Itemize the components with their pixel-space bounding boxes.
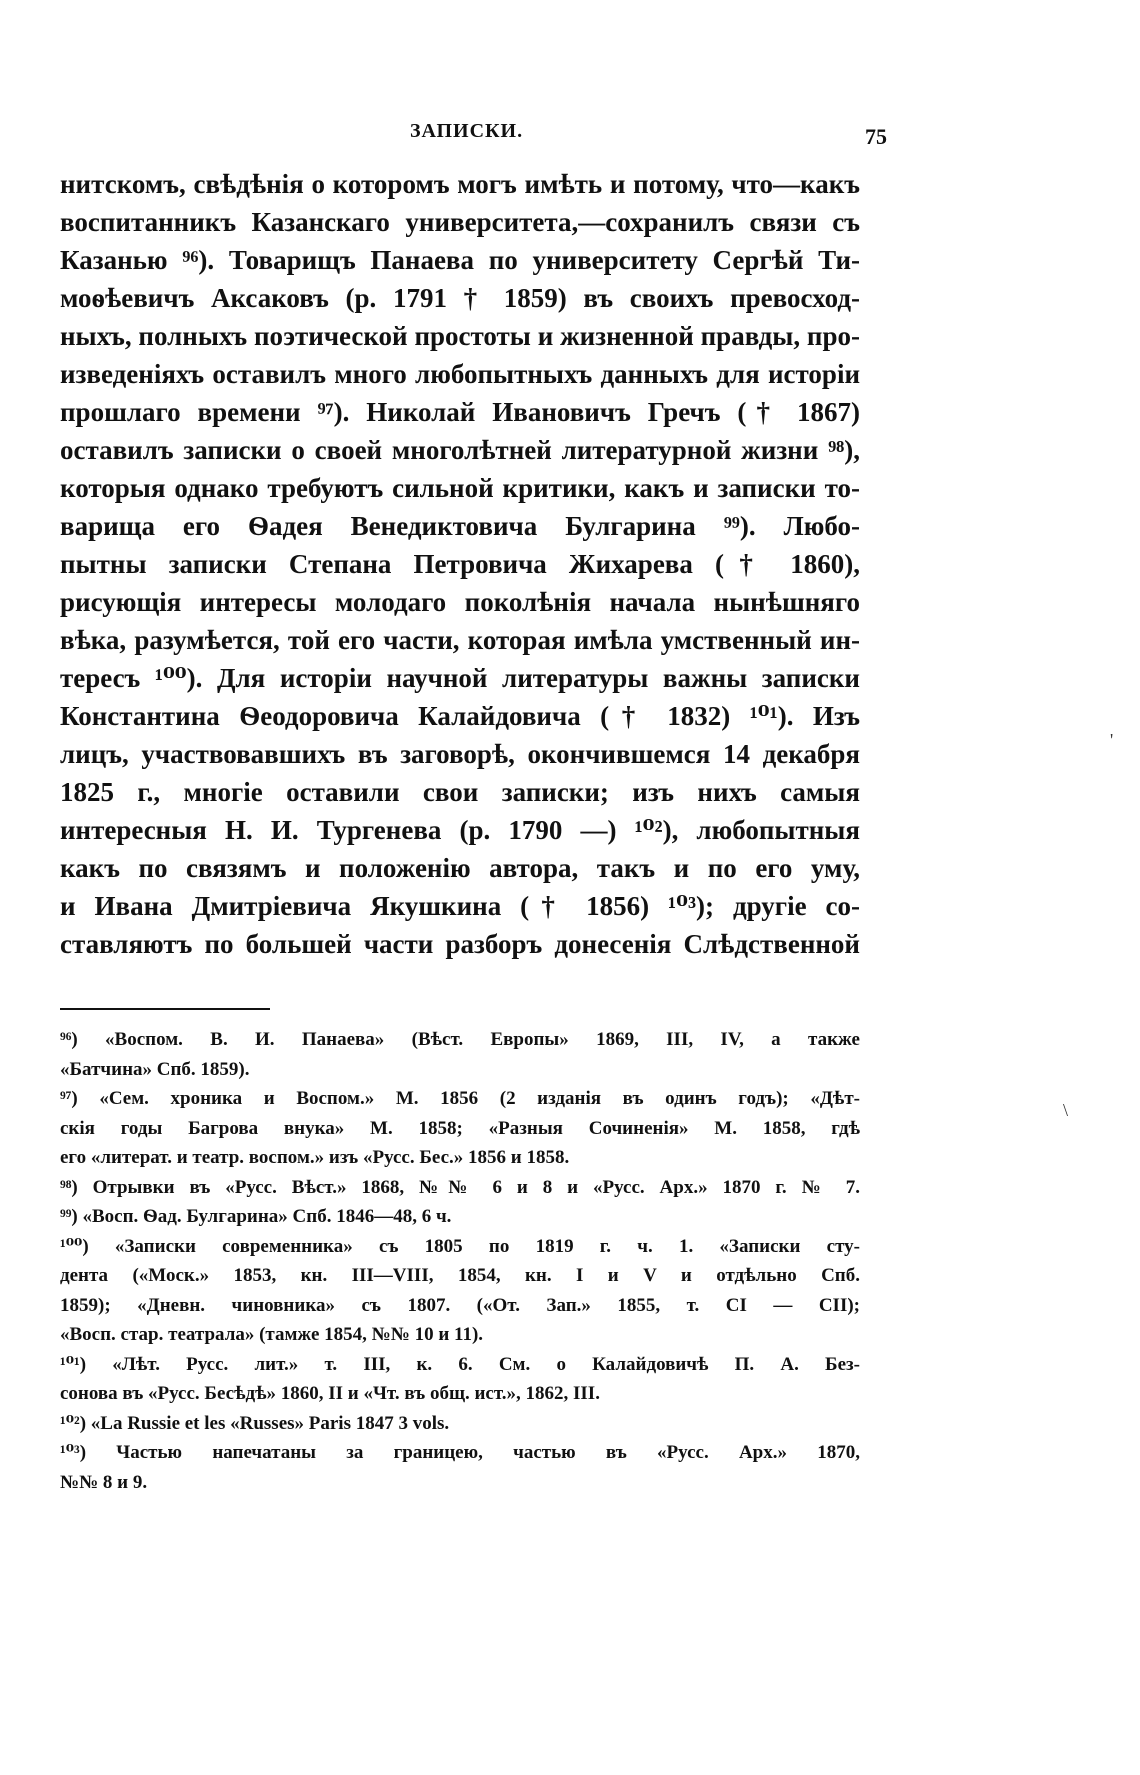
text-line: которыя однако требуютъ сильной критики, какъ и записки то- [60,473,860,503]
text-line: изведеніяхъ оставилъ много любопытныхъ данныхъ для исторіи [60,359,860,389]
text-line: рисующія интересы молодаго поколѣнія начала нынѣшняго [60,587,860,617]
page-header-title: ЗАПИСКИ. [410,120,524,142]
scan-speck-mark: \ [1063,1100,1069,1120]
footnote-line: скія годы Багрова внука» М. 1858; «Разныя Сочиненія» М. 1858, гдѣ [60,1117,860,1139]
scan-speck-mark: ' [1110,730,1114,750]
text-line: Константина Ѳеодоровича Калайдовича († 1832) ¹⁰¹). Изъ [60,701,860,731]
text-line: пытны записки Степана Петровича Жихарева († 1860), [60,549,860,579]
footnotes-block [60,1025,860,1497]
text-line: 1825 г., многіе оставили свои записки; изъ нихъ самыя [60,777,860,807]
footnote-line: ⁹⁶) «Воспом. В. И. Панаева» (Вѣст. Европы» 1869, III, IV, а также [60,1029,860,1050]
text-line: тересъ ¹⁰⁰). Для исторіи научной литературы важны записки [60,663,860,693]
text-line: ныхъ, полныхъ поэтической простоты и жизненной правды, про- [60,321,860,351]
text-line: варища его Ѳадея Венедиктовича Булгарина ⁹⁹). Любо- [60,511,860,541]
footnote-line: ¹⁰²) «La Russie et les «Russes» Paris 1847 3 vols. [60,1412,450,1434]
footnote-divider [60,1008,270,1010]
footnote-line: ⁹⁹) «Восп. Ѳад. Булгарина» Спб. 1846—48, 6 ч. [60,1206,452,1227]
footnote-line: «Восп. стар. театрала» (тамже 1854, №№ 10 и 11). [60,1324,484,1345]
footnote-line: «Батчина» Спб. 1859). [60,1058,250,1080]
text-line: нитскомъ, свѣдѣнія о которомъ могъ имѣть и потому, что—какъ [60,169,860,199]
page-number: 75 [865,124,887,149]
footnote-line: ¹⁰¹) «Лѣт. Русс. лит.» т. III, к. 6. См. о Калайдовичѣ П. А. Без- [60,1353,860,1375]
text-line: оставилъ записки о своей многолѣтней литературной жизни ⁹⁸), [60,435,860,465]
footnote-line: ¹⁰⁰) «Записки современника» съ 1805 по 1819 г. ч. 1. «Записки сту- [60,1235,860,1257]
text-line: вѣка, разумѣется, той его части, которая имѣла умственный ин- [60,625,860,655]
text-line: ставляютъ по большей части разборъ донесенія Слѣдственной [60,929,860,959]
footnote-line: ⁹⁷) «Сем. хроника и Воспом.» М. 1856 (2 изданія въ одинъ годъ); «Дѣт- [60,1088,860,1109]
footnote-line: ¹⁰³) Частью напечатаны за границею, частью въ «Русс. Арх.» 1870, [60,1442,860,1463]
footnote-line: ⁹⁸) Отрывки въ «Русс. Вѣст.» 1868, №№ 6 и 8 и «Русс. Арх.» 1870 г. № 7. [60,1176,860,1198]
main-text-block [60,165,860,963]
text-line: прошлаго времени ⁹⁷). Николай Ивановичъ Гречъ († 1867) [60,397,860,427]
text-line: и Ивана Дмитріевича Якушкина († 1856) ¹⁰³); другіе со- [60,891,860,921]
running-head [60,108,887,149]
footnote-line: его «литерат. и театр. воспом.» изъ «Русс. Бес.» 1856 и 1858. [60,1147,570,1168]
text-line: какъ по связямъ и положенію автора, такъ и по его уму, [60,853,860,883]
footnote-line: сонова въ «Русс. Бесѣдѣ» 1860, II и «Чт. въ общ. ист.», 1862, III. [60,1383,600,1404]
footnote-line: №№ 8 и 9. [60,1471,148,1493]
text-line: воспитанникъ Казанскаго университета,—сохранилъ связи съ [60,207,860,237]
text-line: Казанью ⁹⁶). Товарищъ Панаева по университету Сергѣй Ти- [60,245,860,275]
footnote-line: дента («Моск.» 1853, кн. III—VIII, 1854, кн. I и V и отдѣльно Спб. [60,1265,860,1286]
text-line: моѳѣевичъ Аксаковъ (р. 1791 † 1859) въ своихъ превосход- [60,283,860,313]
text-line: интересныя Н. И. Тургенева (р. 1790 —) ¹⁰²), любопытныя [60,815,860,845]
text-line: лицъ, участвовавшихъ въ заговорѣ, окончившемся 14 декабря [60,739,860,769]
footnote-line: 1859); «Дневн. чиновника» съ 1807. («От. Зап.» 1855, т. CI — CII); [60,1294,860,1316]
